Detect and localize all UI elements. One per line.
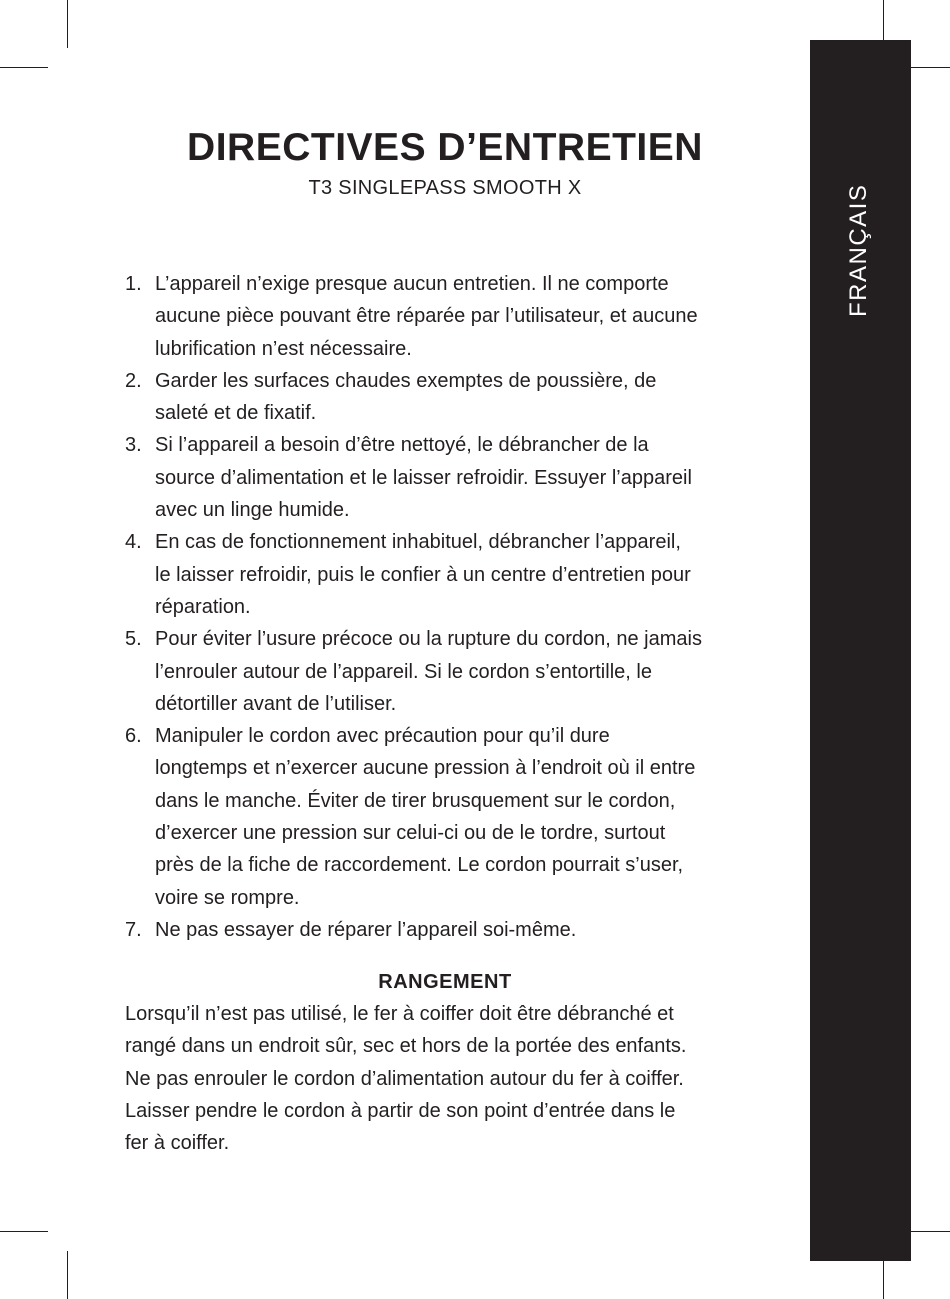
- text-line: d’exercer une pression sur celui-ci ou de le tordre, surtout: [155, 822, 666, 845]
- text-line: Lorsqu’il n’est pas utilisé, le fer à coiffer doit être débranché et: [125, 1003, 674, 1025]
- text-line: lubrification n’est nécessaire.: [155, 337, 412, 360]
- text-line: Manipuler le cordon avec précaution pour qu’il dure: [155, 725, 610, 748]
- list-item: [120, 268, 780, 365]
- list-item-number: 7.: [125, 918, 142, 941]
- text-line: réparation.: [155, 595, 251, 618]
- text-line: Garder les surfaces chaudes exemptes de poussière, de: [155, 369, 657, 392]
- text-line: En cas de fonctionnement inhabituel, débrancher l’appareil,: [155, 531, 681, 554]
- storage-section-body: [125, 998, 775, 1159]
- text-line: près de la fiche de raccordement. Le cordon pourrait s’user,: [155, 854, 684, 877]
- language-tab-label: FRANÇAIS: [845, 183, 872, 317]
- list-item-text: [155, 720, 780, 914]
- crop-mark-bottom-left-horizontal: [0, 1231, 48, 1232]
- list-item-number: 6.: [125, 725, 142, 748]
- text-line: l’enrouler autour de l’appareil. Si le cordon s’entortille, le: [155, 660, 652, 683]
- text-line: voire se rompre.: [155, 886, 300, 909]
- crop-mark-top-left-vertical: [67, 0, 68, 48]
- list-item: [120, 526, 780, 623]
- list-item-text: [155, 914, 780, 946]
- list-item-text: [155, 429, 780, 526]
- text-line: longtemps et n’exercer aucune pression à l’endroit où il entre: [155, 757, 696, 780]
- crop-mark-bottom-left-vertical: [67, 1251, 68, 1299]
- text-line: Laisser pendre le cordon à partir de son point d’entrée dans le: [125, 1099, 676, 1122]
- text-line: détortiller avant de l’utiliser.: [155, 692, 397, 715]
- text-line: dans le manche. Éviter de tirer brusquement sur le cordon,: [155, 789, 676, 812]
- text-line: source d’alimentation et le laisser refroidir. Essuyer l’appareil: [155, 466, 692, 489]
- list-item: [120, 429, 780, 526]
- text-line: Pour éviter l’usure précoce ou la rupture du cordon, ne jamais: [155, 628, 702, 651]
- list-item-number: 2.: [125, 369, 142, 392]
- text-line: L’appareil n’exige presque aucun entretien. Il ne comporte: [155, 273, 669, 295]
- list-item-text: [155, 268, 780, 365]
- list-item-number: 3.: [125, 434, 142, 457]
- text-line: avec un linge humide.: [155, 499, 350, 522]
- list-item: [120, 914, 780, 946]
- list-item-number: 5.: [125, 628, 142, 651]
- list-item-number: 4.: [125, 531, 142, 554]
- list-item: [120, 623, 780, 720]
- text-line: rangé dans un endroit sûr, sec et hors de la portée des enfants.: [125, 1035, 687, 1058]
- text-line: le laisser refroidir, puis le confier à un centre d’entretien pour: [155, 563, 691, 586]
- page-title: DIRECTIVES D’ENTRETIEN: [187, 126, 703, 169]
- text-line: saleté et de fixatif.: [155, 402, 317, 425]
- storage-section-title: RANGEMENT: [378, 971, 512, 993]
- text-line: aucune pièce pouvant être réparée par l’utilisateur, et aucune: [155, 305, 698, 328]
- list-item: [120, 365, 780, 430]
- list-item: [120, 720, 780, 914]
- text-line: Ne pas essayer de réparer l’appareil soi-même.: [155, 918, 577, 941]
- list-item-text: [155, 526, 780, 623]
- page-subtitle: T3 SINGLEPASS SMOOTH X: [308, 177, 582, 199]
- text-line: fer à coiffer.: [125, 1132, 230, 1155]
- list-item-number: 1.: [125, 273, 142, 295]
- crop-mark-top-left-horizontal: [0, 67, 48, 68]
- list-item-text: [155, 365, 780, 430]
- text-line: Ne pas enrouler le cordon d’alimentation autour du fer à coiffer.: [125, 1067, 684, 1090]
- list-item-text: [155, 623, 780, 720]
- maintenance-steps-list: [120, 268, 780, 946]
- text-line: Si l’appareil a besoin d’être nettoyé, le débrancher de la: [155, 434, 649, 457]
